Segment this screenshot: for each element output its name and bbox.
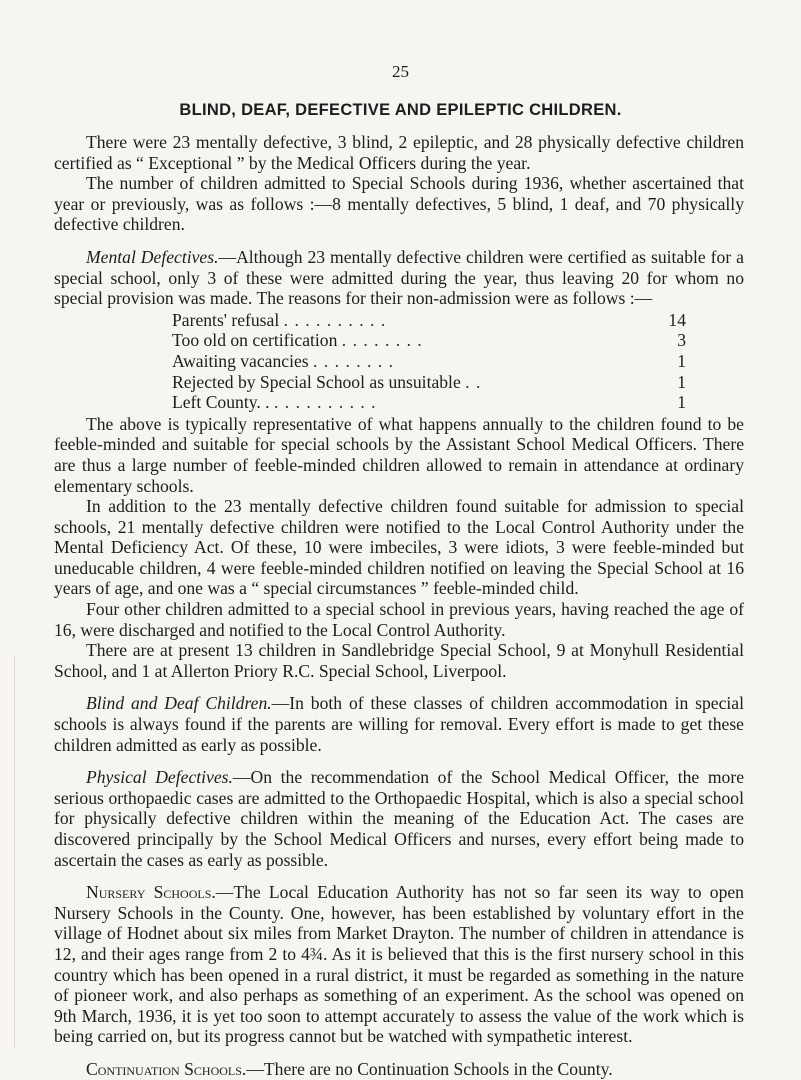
paragraph-present-placements: There are at present 13 children in Sandlebridge Special School, 9 at Monyhull Residential School, and 1 at Allerton Priory R.C. Special School, Liverpool. bbox=[54, 640, 744, 681]
paragraph-exceptional-children: There were 23 mentally defective, 3 blind, 2 epileptic, and 28 physically defective children certified as “ Exceptional ” by the Medical Officers during the year. bbox=[54, 132, 744, 173]
reason-label: Awaiting vacancies bbox=[172, 350, 309, 371]
body-nursery-schools: —The Local Education Authority has not so far seen its way to open Nursery Schools in the County. One, however, has been established by voluntary effort in the village of Hodnet about six miles from Market Drayton. The number of children in attendance is 12, and their ages range from 2 to 4¾. As it is believed that this is the first nursery school in this country which has been opened in a rural district, it must be regarded as something in the nature of pioneer work, and also perhaps as something of an experiment. As the school was opened on 9th March, 1936, it is yet too soon to attempt accurately to assess the value of the work which is being carried on, but its progress cannot but be watched with sympathetic interest. bbox=[54, 882, 744, 1047]
table-row bbox=[172, 330, 686, 351]
table-row bbox=[172, 310, 686, 331]
binding-edge-shadow bbox=[0, 655, 15, 1049]
document-body bbox=[54, 132, 744, 1080]
body-physical-defectives: —On the recommendation of the School Medical Officer, the more serious orthopaedic cases are admitted to the Orthopaedic Hospital, which is also a special school for physically defective children within the meaning of the Education Act. The cases are discovered principally by the School Medical Officers and nurses, every effort being made to ascertain the cases as early as possible. bbox=[54, 767, 745, 870]
non-admission-reasons-table bbox=[172, 310, 686, 413]
leader-dots: . . . . . . . . . . bbox=[283, 309, 387, 330]
lead-continuation-schools: Continuation Schools. bbox=[86, 1058, 247, 1079]
paragraph-admissions: The number of children admitted to Special Schools during 1936, whether ascertained that year or previously, was as follows :—8 mentally defectives, 5 blind, 1 deaf, and 70 physically defective children. bbox=[54, 173, 744, 235]
paragraph-notified-children: In addition to the 23 mentally defective children found suitable for admission to special schools, 21 mentally defective children were notified to the Local Control Authority under the Mental Deficiency Act. Of these, 10 were imbeciles, 3 were idiots, 3 were feeble-minded but uneducable children, 4 were feeble-minded children notified on leaving the Special School at 16 years of age, and one was a “ special circumstances ” feeble-minded child. bbox=[54, 496, 744, 599]
body-continuation-schools: —There are no Continuation Schools in the County. bbox=[246, 1058, 613, 1079]
body-mental-defectives: —Although 23 mentally defective children were certified as suitable for a special school, only 3 of these were admitted during the year, thus leaving 20 for whom no special provision was made. The reasons for their non-admission were as follows :— bbox=[54, 246, 744, 309]
lead-physical-defectives: Physical Defectives. bbox=[86, 767, 233, 788]
reason-count: 3 bbox=[677, 330, 686, 351]
paragraph-representative: The above is typically representative of what happens annually to the children found to be feeble-minded and suitable for special schools by the Assistant School Medical Officers. There are thus a large number of feeble-minded children allowed to remain in attendance at ordinary elementary schools. bbox=[54, 413, 744, 496]
table-row bbox=[172, 392, 686, 413]
reason-label: Rejected by Special School as unsuitable bbox=[172, 371, 461, 392]
paragraph-physical-defectives bbox=[54, 767, 744, 870]
paragraph-mental-defectives bbox=[54, 247, 744, 309]
leader-dots: . . . . . . . . . . bbox=[273, 392, 377, 413]
page-number: 25 bbox=[392, 62, 409, 81]
reason-label: Parents' refusal bbox=[172, 309, 280, 330]
paragraph-nursery-schools bbox=[54, 882, 744, 1047]
leader-dots: . . . . . . . . bbox=[341, 330, 423, 351]
leader-dots: . . bbox=[465, 371, 482, 392]
reason-label: Left County. . bbox=[172, 392, 270, 413]
section-heading: BLIND, DEAF, DEFECTIVE AND EPILEPTIC CHILDREN. bbox=[179, 101, 622, 119]
reason-label: Too old on certification bbox=[172, 330, 338, 351]
leader-dots: . . . . . . . . bbox=[313, 350, 395, 371]
table-row bbox=[172, 351, 686, 372]
lead-mental-defectives: Mental Defectives. bbox=[86, 246, 219, 267]
reason-count: 14 bbox=[668, 309, 686, 330]
table-row bbox=[172, 372, 686, 393]
reason-count: 1 bbox=[677, 392, 686, 413]
body-blind-deaf: —In both of these classes of children accommodation in special schools is always found if the parents are willing for removal. Every effort is made to get these children admitted as early as possible. bbox=[54, 693, 744, 755]
lead-nursery-schools: Nursery Schools. bbox=[86, 882, 216, 903]
reason-count: 1 bbox=[677, 371, 686, 392]
paragraph-discharged: Four other children admitted to a special school in previous years, having reached the age of 16, were discharged and notified to the Local Control Authority. bbox=[54, 599, 744, 640]
paragraph-continuation-schools bbox=[54, 1059, 744, 1080]
lead-blind-deaf: Blind and Deaf Children. bbox=[86, 693, 272, 714]
reason-count: 1 bbox=[677, 350, 686, 371]
paragraph-blind-deaf bbox=[54, 693, 744, 755]
